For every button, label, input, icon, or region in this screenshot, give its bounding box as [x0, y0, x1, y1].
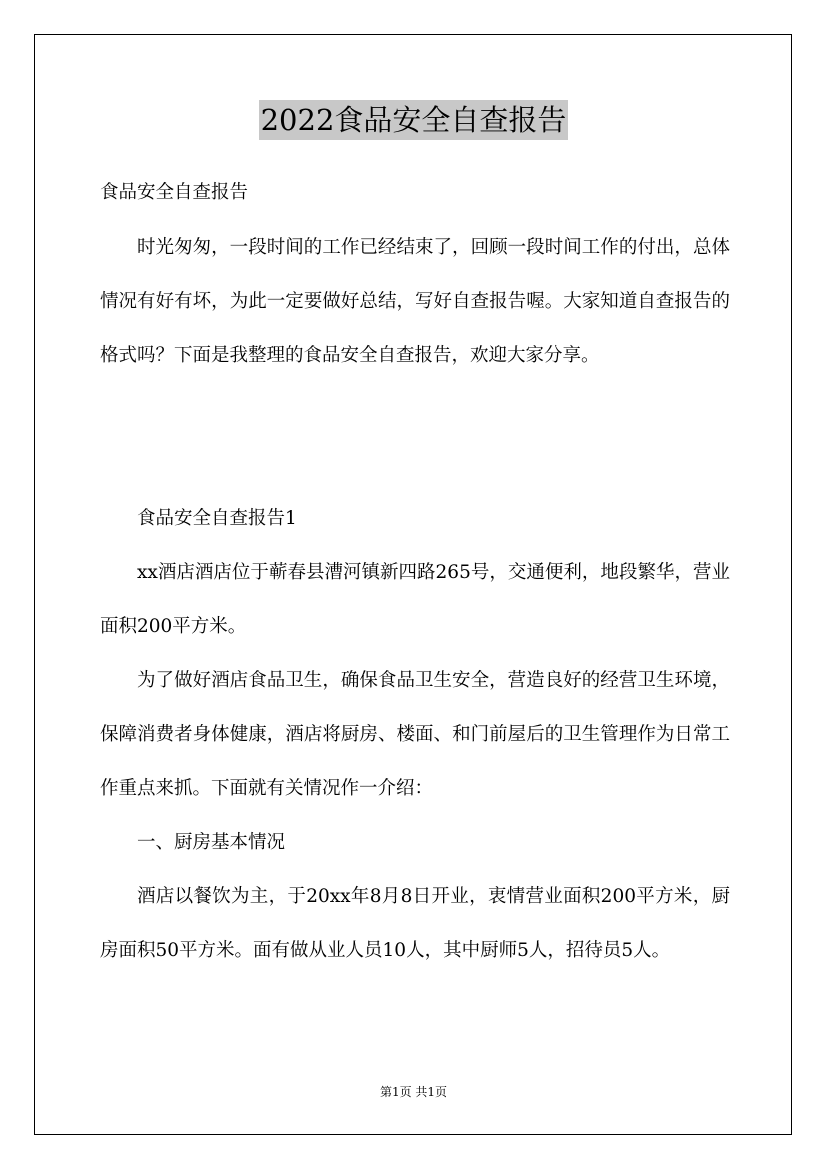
paragraph-hotel-info: xx酒店酒店位于蕲春县漕河镇新四路265号，交通便利，地段繁华，营业面积200平方米。	[100, 562, 730, 637]
title-container	[0, 100, 827, 140]
paragraph-kitchen-info: 酒店以餐饮为主，于20xx年8月8日开业，衷情营业面积200平方米，厨房面积50平方米。面有做从业人员10人，其中厨师5人，招待员5人。	[100, 886, 730, 961]
paragraph-heading: 食品安全自查报告	[100, 182, 249, 203]
paragraph-hygiene: 为了做好酒店食品卫生，确保食品卫生安全，营造良好的经营卫生环境，保障消费者身体健康，酒店将厨房、楼面、和门前屋后的卫生管理作为日常工作重点来抓。下面就有关情况作一介绍：	[100, 670, 730, 799]
document-title: 2022食品安全自查报告	[259, 100, 569, 140]
paragraph-intro: 时光匆匆，一段时间的工作已经结束了，回顾一段时间工作的付出，总体情况有好有坏，为此一定要做好总结，写好自查报告喔。大家知道自查报告的格式吗？下面是我整理的食品安全自查报告，欢迎大家分享。	[100, 237, 730, 366]
paragraph-section-title: 食品安全自查报告1	[137, 508, 297, 529]
page-footer: 第1页 共1页	[379, 1085, 448, 1099]
paragraph-kitchen-heading: 一、厨房基本情况	[137, 832, 286, 853]
